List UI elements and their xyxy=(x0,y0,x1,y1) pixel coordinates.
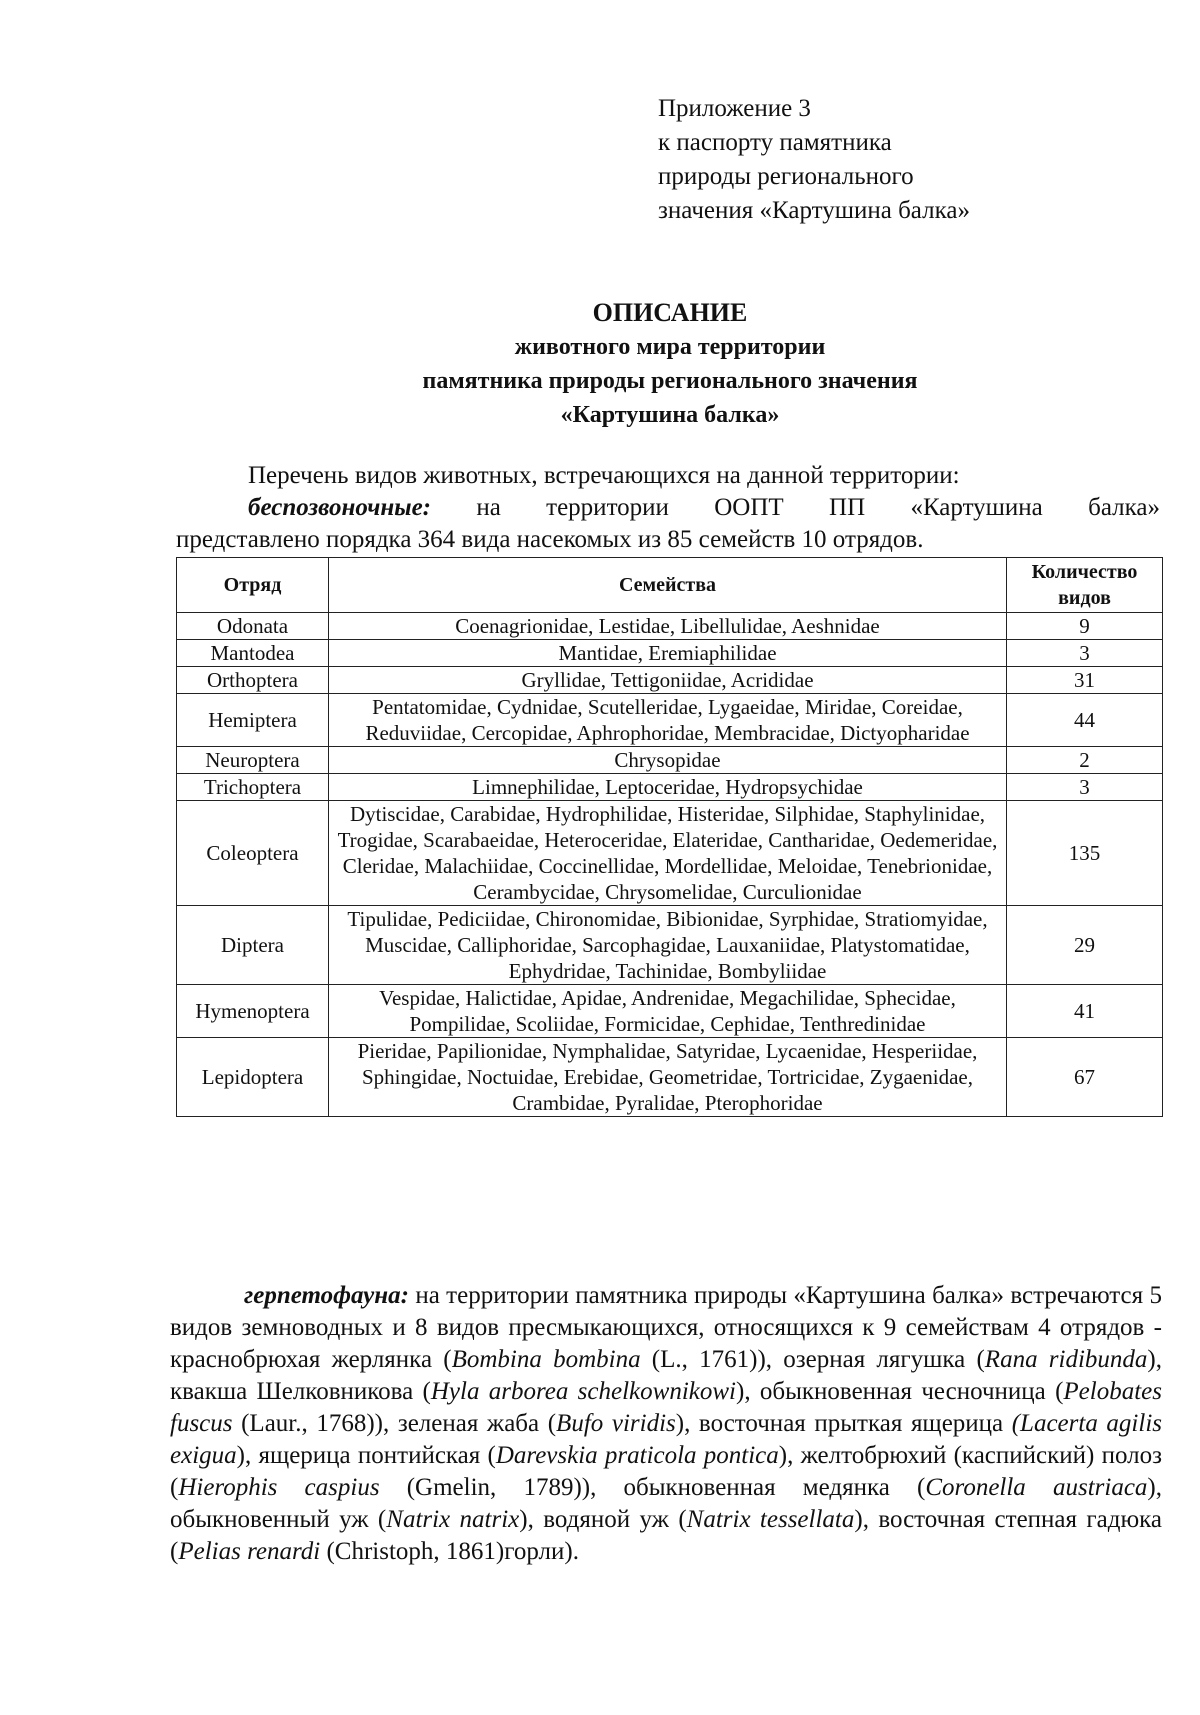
annex-line: к паспорту памятника xyxy=(658,129,892,156)
header-count: Количество видов xyxy=(1007,558,1163,613)
order-cell: Orthoptera xyxy=(177,667,329,694)
table-row xyxy=(177,640,1163,667)
species-name: Natrix natrix xyxy=(386,1506,520,1533)
title-line: животного мира территории xyxy=(514,334,826,360)
count-cell: 2 xyxy=(1007,747,1163,774)
herp-text: ), квакша Шелковникова ( xyxy=(170,1346,1162,1405)
order-cell: Mantodea xyxy=(177,640,329,667)
species-name: Rana ridibunda xyxy=(984,1346,1148,1373)
table-row xyxy=(177,906,1163,985)
count-cell: 44 xyxy=(1007,694,1163,747)
table-row xyxy=(177,694,1163,747)
intro-line: представлено порядка 364 вида насекомых из 85 семейств 10 отрядов. xyxy=(176,526,924,553)
families-cell: Vespidae, Halictidae, Apidae, Andrenidae, Megachilidae, Sphecidae, Pompilidae, Scoliidae, Formicidae, Cephidae, Tenthredinidae xyxy=(329,985,1007,1038)
table-row xyxy=(177,985,1163,1038)
families-cell: Pieridae, Papilionidae, Nymphalidae, Satyridae, Lycaenidae, Hesperiidae, Sphingidae, Noctuidae, Erebidae, Geometridae, Tortricidae, Zygaenidae, Crambidae, Pyralidae, Pterophoridae xyxy=(329,1038,1007,1117)
herp-text: ), восточная степная гадюка ( xyxy=(170,1506,1163,1565)
herp-text: ), водяной уж ( xyxy=(519,1506,687,1533)
families-cell: Limnephilidae, Leptoceridae, Hydropsychidae xyxy=(329,774,1007,801)
herp-text: ), восточная прыткая ящерица xyxy=(675,1410,1012,1437)
annex-line: значения «Картушина балка» xyxy=(658,197,970,224)
intro-paragraph xyxy=(176,460,1160,556)
table-row xyxy=(177,667,1163,694)
families-cell: Dytiscidae, Carabidae, Hydrophilidae, Histeridae, Silphidae, Staphylinidae, Trogidae, Scarabaeidae, Heteroceridae, Elateridae, Cantharidae, Oedemeridae, Cleridae, Malachiidae, Coccinellidae, Mordellidae, Meloidae, Tenebrionidae, Cerambycidae, Chrysomelidae, Curculionidae xyxy=(329,801,1007,906)
species-name: Natrix tessellata xyxy=(686,1506,855,1533)
herp-text: (Gmelin, 1789)), обыкновенная медянка ( xyxy=(379,1474,926,1501)
herp-text: (Christoph, 1861)горли). xyxy=(320,1538,579,1565)
count-cell: 41 xyxy=(1007,985,1163,1038)
species-name: Bufo viridis xyxy=(556,1410,676,1437)
order-cell: Hemiptera xyxy=(177,694,329,747)
table-body xyxy=(177,613,1163,1117)
count-cell: 9 xyxy=(1007,613,1163,640)
insect-orders-table xyxy=(176,557,1163,1117)
families-cell: Tipulidae, Pediciidae, Chironomidae, Bibionidae, Syrphidae, Stratiomyidae, Muscidae, Calliphoridae, Sarcophagidae, Lauxaniidae, Platystomatidae, Ephydridae, Tachinidae, Bombyliidae xyxy=(329,906,1007,985)
invertebrates-label: беспозвоночные: xyxy=(248,494,432,521)
title-line: памятника природы регионального значения xyxy=(422,368,918,394)
order-cell: Coleoptera xyxy=(177,801,329,906)
species-name: Hyla arborea schelkownikowi xyxy=(430,1378,736,1405)
families-cell: Coenagrionidae, Lestidae, Libellulidae, Aeshnidae xyxy=(329,613,1007,640)
annex-line: природы регионального xyxy=(658,163,914,190)
count-cell: 31 xyxy=(1007,667,1163,694)
herp-text: ), обыкновенная чесночница ( xyxy=(736,1378,1064,1405)
table-row xyxy=(177,1038,1163,1117)
document-title xyxy=(160,296,1180,432)
herpetofauna-text xyxy=(170,1280,1162,1568)
intro-line: Перечень видов животных, встречающихся на данной территории: xyxy=(248,462,960,489)
table-row xyxy=(177,801,1163,906)
herp-text: на территории памятника природы «Картушина балка» встречаются 5 видов земноводных и 8 видов пресмыкающихся, относящихся к 9 семействам 4 отрядов - краснобрюхая жерлянка ( xyxy=(170,1282,1162,1373)
table-row xyxy=(177,774,1163,801)
species-name: Pelias renardi xyxy=(178,1538,321,1565)
order-cell: Lepidoptera xyxy=(177,1038,329,1117)
species-name: Pelobates fuscus xyxy=(170,1378,1162,1437)
count-cell: 29 xyxy=(1007,906,1163,985)
count-cell: 135 xyxy=(1007,801,1163,906)
families-cell: Gryllidae, Tettigoniidae, Acrididae xyxy=(329,667,1007,694)
count-cell: 3 xyxy=(1007,640,1163,667)
herpetofauna-label: герпетофауна: xyxy=(244,1282,409,1309)
header-families: Семейства xyxy=(329,558,1007,613)
families-cell: Mantidae, Eremiaphilidae xyxy=(329,640,1007,667)
header-order: Отряд xyxy=(177,558,329,613)
species-name: Hierophis caspius xyxy=(178,1474,380,1501)
title-line: «Картушина балка» xyxy=(560,402,780,428)
herp-text: ), ящерица понтийская ( xyxy=(236,1442,496,1469)
intro-line xyxy=(176,492,1160,524)
species-name: (Lacerta agilis exigua xyxy=(170,1410,1162,1469)
herpetofauna-paragraph xyxy=(170,1280,1162,1568)
table-header-row xyxy=(177,558,1163,613)
count-cell: 3 xyxy=(1007,774,1163,801)
species-name: Darevskia praticola pontica xyxy=(495,1442,779,1469)
families-cell: Pentatomidae, Cydnidae, Scutelleridae, Lygaeidae, Miridae, Coreidae, Reduviidae, Cercopidae, Aphrophoridae, Membracidae, Dictyopharidae xyxy=(329,694,1007,747)
families-cell: Chrysopidae xyxy=(329,747,1007,774)
species-name: Coronella austriaca xyxy=(925,1474,1148,1501)
order-cell: Trichoptera xyxy=(177,774,329,801)
order-cell: Diptera xyxy=(177,906,329,985)
herp-text: ), обыкновенный уж ( xyxy=(170,1474,1162,1533)
annex-line: Приложение 3 xyxy=(658,95,811,122)
herp-text: (Laur., 1768)), зеленая жаба ( xyxy=(232,1410,557,1437)
order-cell: Odonata xyxy=(177,613,329,640)
count-cell: 67 xyxy=(1007,1038,1163,1117)
table-row xyxy=(177,613,1163,640)
species-name: Bombina bombina xyxy=(451,1346,641,1373)
order-cell: Hymenoptera xyxy=(177,985,329,1038)
herp-text: ), желтобрюхий (каспийский) полоз ( xyxy=(170,1442,1162,1501)
herp-text: (L., 1761)), озерная лягушка ( xyxy=(640,1346,985,1373)
order-cell: Neuroptera xyxy=(177,747,329,774)
annex-note xyxy=(658,92,970,228)
title-line: ОПИСАНИЕ xyxy=(592,298,748,327)
table-row xyxy=(177,747,1163,774)
intro-text: на территории ООПТ ПП «Картушина балка» xyxy=(431,494,1160,521)
